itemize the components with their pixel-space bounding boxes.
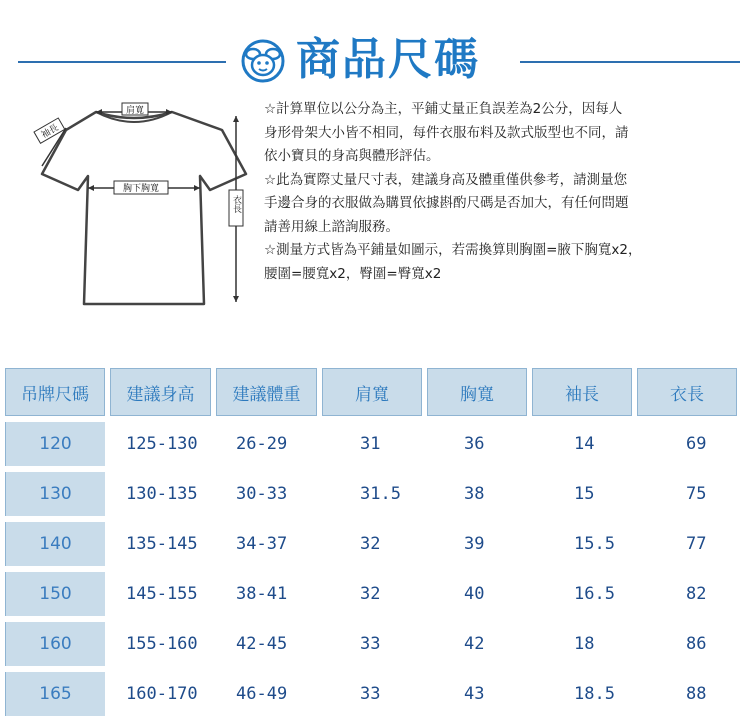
height-value: 160-170 [126,684,198,704]
note-line: ☆此為實際丈量尺寸表，建議身高及體重僅供參考，請測量您 [264,171,628,188]
weight-value: 30-33 [236,484,288,504]
sleeve-value: 16.5 [574,584,615,604]
shoulder-value: 31.5 [360,484,401,504]
sleeve-value: 18.5 [574,684,615,704]
table-row [5,422,745,466]
sleeve-value: 18 [574,634,595,654]
header-shoulder: 肩寬 [322,368,422,416]
note-line: 身形骨架大小皆不相同，每件衣服布料及款式版型也不同，請 [264,124,629,141]
note-line: ☆計算單位以公分為主，平鋪丈量正負誤差為2公分，因每人 [264,101,623,117]
header-sleeve: 袖長 [532,368,632,416]
length-value: 77 [686,534,707,554]
chest-value: 43 [464,684,485,704]
note-line: 手邊合身的衣服做為購買依據斟酌尺碼是否加大，有任何問題 [264,195,629,211]
header-length: 衣長 [637,368,737,416]
length-value: 88 [686,684,707,704]
chest-value: 42 [464,634,485,654]
chest-value: 39 [464,534,485,554]
tshirt-outline [42,112,246,304]
chest-value: 40 [464,584,485,604]
title-divider-left [18,61,226,63]
height-value: 155-160 [126,634,198,654]
size-notes [264,98,734,286]
height-value: 125-130 [126,434,198,454]
header-weight: 建議體重 [216,368,317,416]
table-row [5,672,745,716]
tshirt-measurement-diagram [24,92,254,337]
table-row [5,472,745,516]
length-value: 75 [686,484,707,504]
length-value: 86 [686,634,707,654]
length-value: 69 [686,434,707,454]
header-chest: 胸寬 [427,368,527,416]
weight-value: 26-29 [236,434,288,454]
size-label: 130 [5,472,105,516]
size-label: 165 [5,672,105,716]
label-chest: 胸下胸寬 [122,184,160,194]
label-sleeve: 袖長 [39,123,61,141]
chest-value: 36 [464,434,485,454]
table-row [5,522,745,566]
note-line: 請善用線上諮詢服務。 [264,218,399,235]
note-line: 腰圍=腰寬x2，臀圍=臀寬x2 [264,265,442,282]
sleeve-value: 14 [574,434,595,454]
size-label: 150 [5,572,105,616]
shoulder-value: 33 [360,684,381,704]
height-value: 135-145 [126,534,198,554]
height-value: 130-135 [126,484,198,504]
label-length: 衣長 [231,195,241,213]
size-table [5,368,745,722]
label-shoulder: 肩寬 [125,106,145,116]
shoulder-value: 32 [360,534,381,554]
size-label: 160 [5,622,105,666]
header-height: 建議身高 [110,368,211,416]
shoulder-value: 33 [360,634,381,654]
header-tag-size: 吊牌尺碼 [5,368,105,416]
sheep-logo-icon [236,38,290,84]
weight-value: 42-45 [236,634,288,654]
title-divider-right [520,61,740,63]
chest-value: 38 [464,484,485,504]
shoulder-value: 31 [360,434,381,454]
weight-value: 34-37 [236,534,288,554]
length-value: 82 [686,584,707,604]
height-value: 145-155 [126,584,198,604]
table-header-row [5,368,745,416]
weight-value: 38-41 [236,584,288,604]
weight-value: 46-49 [236,684,288,704]
note-line: 依小寶貝的身高與體形評估。 [264,148,440,164]
size-label: 120 [5,422,105,466]
page-title: 商品尺碼 [296,34,480,85]
table-row [5,572,745,616]
size-label: 140 [5,522,105,566]
sleeve-value: 15.5 [574,534,615,554]
table-row [5,622,745,666]
title-row [0,30,750,90]
shoulder-value: 32 [360,584,381,604]
sleeve-value: 15 [574,484,595,504]
note-line: ☆測量方式皆為平鋪量如圖示，若需換算則胸圍=腋下胸寬x2， [264,242,642,258]
